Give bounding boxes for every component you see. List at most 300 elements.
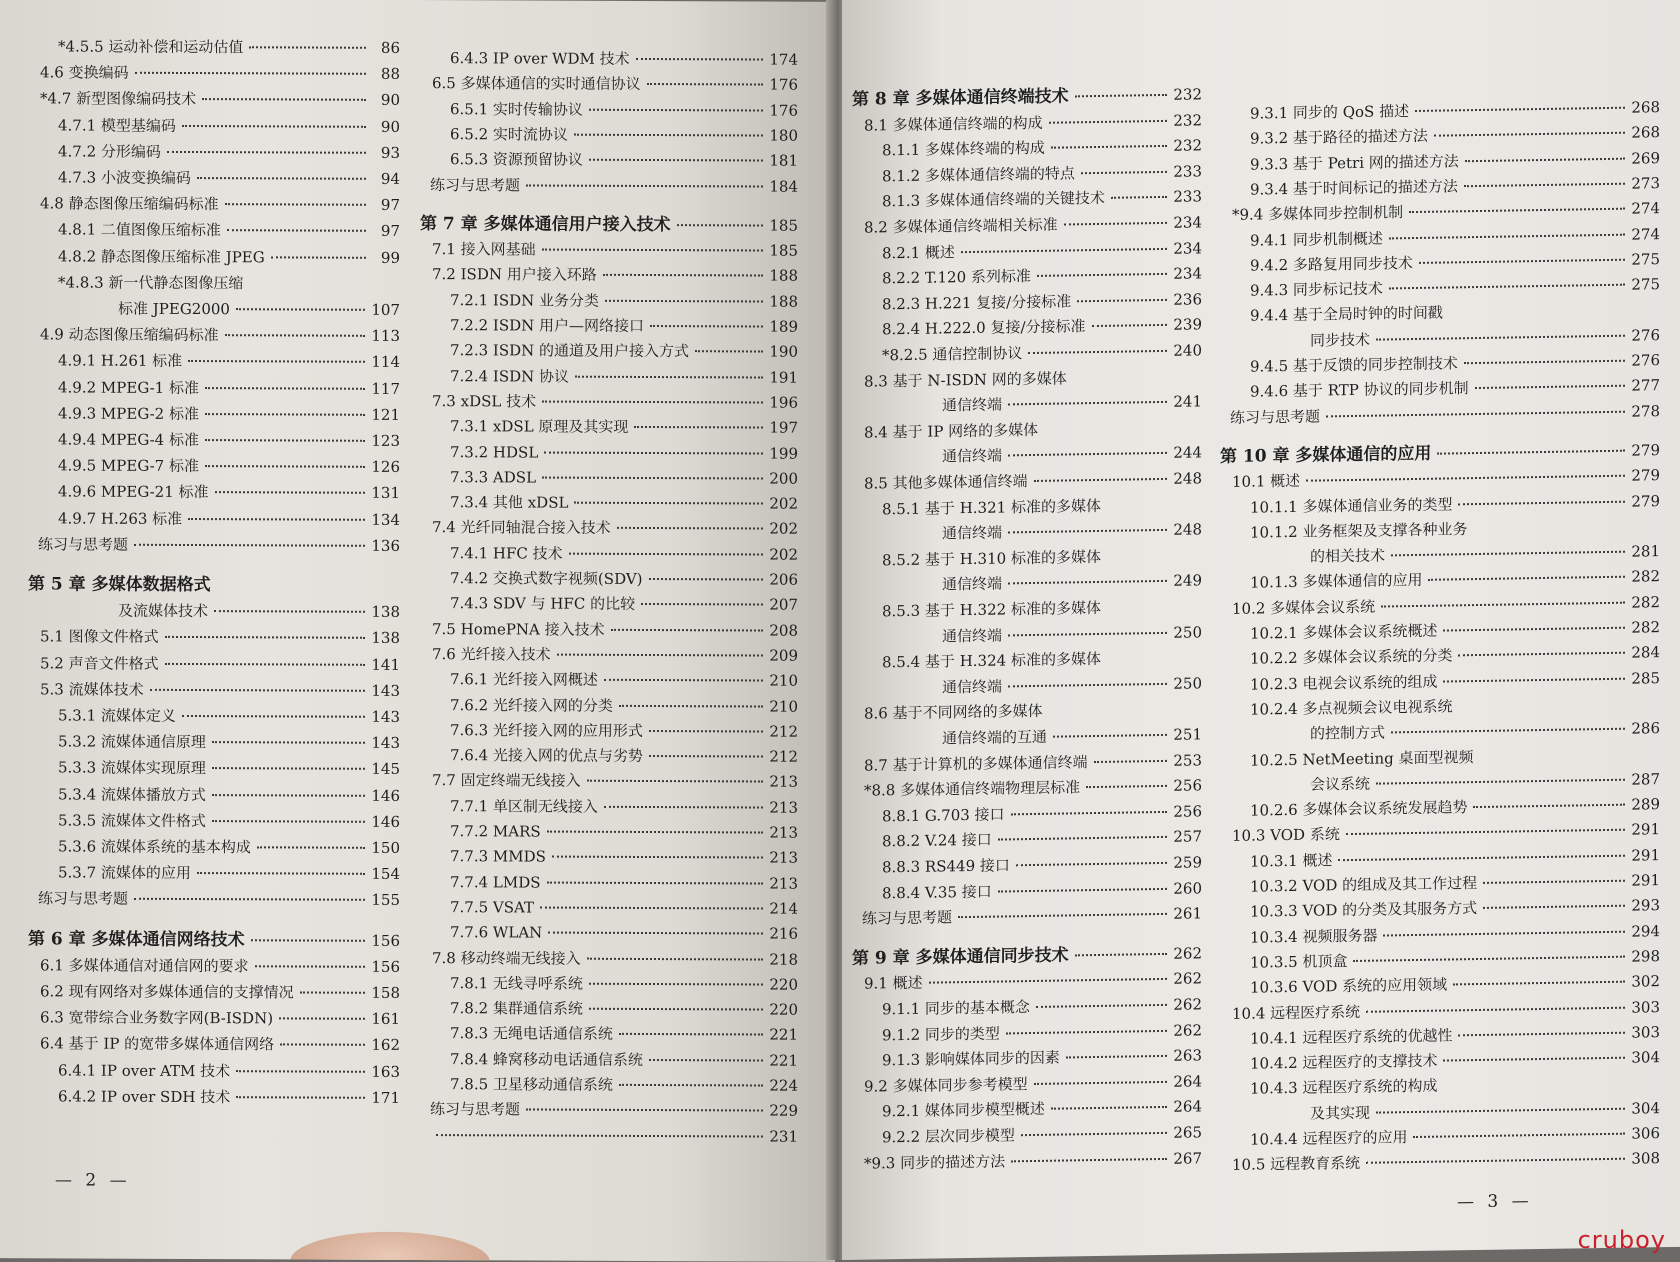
toc-entry-title: 9.4.3 同步标记技术 (1250, 279, 1383, 300)
toc-entry-title: *8.2.5 通信控制协议 (882, 344, 1023, 365)
dot-leader (1021, 1132, 1167, 1136)
dot-leader (649, 755, 763, 757)
toc-entry-title: 7.6.3 光纤接入网的应用形式 (450, 720, 643, 740)
toc-page-number: 213 (769, 823, 798, 842)
toc-entry-title: 7.5 HomePNA 接入技术 (432, 619, 605, 639)
toc-entry-title: 10.3.5 机顶盒 (1250, 951, 1348, 972)
toc-entry-title: 8.1 多媒体通信终端的构成 (864, 113, 1043, 135)
toc-page-number: 279 (1631, 466, 1660, 485)
toc-entry-title: 10.5 远程教育系统 (1232, 1154, 1361, 1175)
toc-entry (882, 648, 1202, 673)
toc-entry-title: 7.6.4 光接入网的优点与劣势 (450, 746, 643, 766)
toc-entry-title: 6.3 宽带综合业务数字网(B-ISDN) (40, 1008, 274, 1028)
toc-entry-title: 6.4.1 IP over ATM 技术 (58, 1061, 231, 1080)
toc-entry (1250, 845, 1660, 871)
toc-entry-title: 10.3 VOD 系统 (1232, 825, 1340, 846)
toc-page-number: 191 (769, 368, 798, 387)
dot-leader (1434, 132, 1625, 137)
toc-entry (40, 1034, 400, 1056)
dot-leader (279, 1018, 365, 1020)
toc-page-number: 99 (380, 248, 400, 267)
toc-entry-title: *9.3 同步的描述方法 (864, 1152, 1006, 1173)
toc-entry-title: 练习与思考题 (38, 535, 129, 554)
toc-entry-title: 标准 JPEG2000 (118, 299, 230, 319)
toc-entry (864, 1071, 1202, 1096)
dot-leader (619, 1033, 763, 1036)
toc-chapter-entry (852, 84, 1202, 109)
toc-page-number: 286 (1631, 719, 1660, 738)
dot-leader (1034, 478, 1168, 482)
toc-entry (58, 403, 400, 424)
toc-entry-title: 7.7.3 MMDS (450, 847, 546, 866)
toc-entry (864, 699, 1202, 724)
toc-page-number: 174 (769, 50, 798, 69)
toc-page-number: 279 (1631, 491, 1660, 511)
toc-entry-title: 通信终端 (942, 523, 1003, 543)
dot-leader (958, 913, 1167, 918)
toc-page-number: 220 (769, 1000, 798, 1019)
toc-entry-title: 4.9.7 H.263 标准 (58, 509, 183, 528)
toc-entry-title: 7.3 xDSL 技术 (432, 391, 537, 411)
toc-page-number: 208 (769, 621, 798, 640)
dot-leader (542, 400, 763, 403)
toc-entry (58, 1086, 400, 1107)
toc-entry (58, 351, 400, 372)
dot-leader (167, 151, 366, 154)
toc-entry-title: 9.4.2 多路复用同步技术 (1250, 253, 1413, 275)
toc-page-number: 251 (1173, 725, 1202, 744)
dot-leader (605, 300, 763, 303)
toc-entry-title: 同步技术 (1310, 330, 1371, 350)
toc-entry-title: 4.9.1 H.261 标准 (58, 351, 183, 371)
toc-page-number: 213 (769, 772, 798, 792)
toc-entry-title: 通信终端 (942, 677, 1003, 697)
toc-entry (1250, 870, 1660, 896)
toc-entry-title: 8.3 基于 N-ISDN 网的多媒体 (864, 369, 1067, 391)
toc-page-number: 185 (769, 216, 798, 235)
toc-page-number: 176 (769, 101, 798, 120)
toc-entry-title: 7.3.2 HDSL (450, 442, 539, 462)
toc-entry (430, 175, 798, 197)
toc-entry (450, 48, 798, 70)
toc-page-number: 277 (1631, 376, 1660, 395)
toc-page-number: 233 (1173, 162, 1202, 181)
dot-leader (998, 887, 1168, 892)
toc-entry-title: 9.4.6 基于 RTP 协议的同步机制 (1250, 379, 1469, 401)
toc-entry-title: 4.9.2 MPEG-1 标准 (58, 378, 199, 397)
toc-entry-title: 7.2 ISDN 用户接入环路 (432, 265, 597, 285)
toc-entry-title: *8.8 多媒体通信终端物理层标准 (864, 778, 1081, 800)
dot-leader (1475, 385, 1626, 389)
toc-entry-title: 5.3.1 流媒体定义 (58, 706, 176, 725)
toc-page-number: 279 (1631, 441, 1660, 460)
dot-leader (1081, 171, 1167, 174)
dot-leader (557, 653, 764, 656)
dot-leader (1353, 956, 1625, 962)
toc-entry-title: 10.3.4 视频服务器 (1250, 926, 1378, 947)
toc-page-number: 250 (1173, 622, 1202, 642)
dot-leader (1458, 1031, 1625, 1036)
dot-leader (280, 1044, 365, 1046)
toc-entry-title: 10.2.5 NetMeeting 桌面型视频 (1250, 747, 1474, 770)
toc-entry (942, 392, 1202, 416)
toc-entry-title: 8.8.2 V.24 接口 (882, 831, 992, 851)
toc-entry (1250, 567, 1660, 593)
toc-entry (942, 520, 1202, 544)
toc-entry (864, 1148, 1202, 1173)
dot-leader (1443, 627, 1625, 632)
dot-leader (1464, 183, 1625, 188)
toc-entry-title: 10.1.2 业务框架及支撑各种业务 (1250, 519, 1468, 542)
toc-page-number: 155 (371, 891, 400, 910)
toc-entry (882, 801, 1202, 826)
toc-page-number: 253 (1173, 750, 1202, 770)
toc-page-number: 264 (1173, 1097, 1202, 1117)
toc-entry (882, 545, 1202, 570)
toc-page-number: 268 (1631, 98, 1660, 117)
toc-entry (40, 653, 400, 675)
toc-entry (450, 543, 798, 565)
toc-page-number: 181 (769, 151, 798, 170)
toc-entry-title: 10.2.6 多媒体会议系统发展趋势 (1250, 798, 1468, 820)
toc-entry (58, 220, 400, 241)
toc-entry-title: 7.1 接入网基础 (432, 240, 536, 259)
dot-leader (236, 1096, 365, 1099)
dot-leader (205, 387, 365, 390)
dot-leader (1092, 324, 1168, 327)
dot-leader (251, 939, 366, 942)
dot-leader (544, 451, 763, 454)
dot-leader (188, 518, 365, 521)
dot-leader (548, 932, 763, 935)
toc-entry-title: 练习与思考题 (1230, 407, 1321, 427)
toc-page-number: 145 (371, 760, 400, 779)
toc-entry-title: 的控制方式 (1310, 723, 1386, 743)
dot-leader (540, 906, 763, 909)
toc-entry (58, 36, 400, 57)
toc-page-number: 259 (1173, 853, 1202, 872)
dot-leader (1437, 450, 1625, 455)
dot-leader (587, 780, 764, 783)
toc-entry (450, 695, 798, 717)
toc-page-number: 97 (380, 222, 400, 241)
toc-page-number: 86 (380, 38, 400, 57)
dot-leader (1376, 334, 1625, 340)
toc-entry (1250, 921, 1660, 947)
toc-page-number: 184 (769, 177, 798, 196)
toc-entry (1232, 198, 1660, 225)
toc-entry-title: 9.2 多媒体同步参考模型 (864, 1074, 1028, 1096)
toc-entry (1250, 1073, 1660, 1099)
toc-entry-title: 8.5 其他多媒体通信终端 (864, 472, 1028, 493)
toc-page-number: 146 (371, 812, 400, 831)
toc-entry (450, 467, 798, 489)
toc-page-number: 257 (1173, 827, 1202, 847)
toc-entry-title: 7.7.2 MARS (450, 822, 541, 841)
toc-entry (1250, 491, 1660, 517)
toc-chapter-entry (1220, 440, 1660, 467)
dot-leader (1111, 196, 1167, 199)
toc-page-number: 256 (1173, 802, 1202, 821)
dot-leader (542, 249, 764, 252)
dot-leader (1075, 94, 1168, 97)
toc-entry-title: 9.4.4 基于全局时钟的时间戳 (1250, 303, 1443, 325)
dot-leader (1383, 930, 1625, 936)
toc-entry (58, 482, 400, 503)
toc-page-number: 282 (1631, 618, 1660, 637)
toc-entry (864, 468, 1202, 493)
toc-page-number: 304 (1631, 1098, 1660, 1118)
dot-leader (587, 957, 764, 960)
dot-leader (634, 426, 763, 429)
toc-entry (450, 846, 798, 868)
toc-entry-title: 7.4.1 HFC 技术 (450, 543, 563, 563)
page-number: — 3 — (1457, 1191, 1533, 1213)
dot-leader (604, 679, 763, 682)
toc-entry-title: 4.9.4 MPEG-4 标准 (58, 430, 199, 450)
toc-entry (882, 289, 1202, 314)
toc-entry-title: 的相关技术 (1310, 546, 1386, 566)
dot-leader (205, 439, 365, 442)
dot-leader (1075, 953, 1168, 956)
dot-leader (929, 978, 1168, 984)
toc-entry-title: 及流媒体技术 (118, 601, 209, 621)
toc-entry-title: 5.3 流媒体技术 (40, 680, 144, 699)
dot-leader (649, 1059, 763, 1061)
toc-entry-title: 7.3.4 其他 xDSL (450, 493, 569, 512)
toc-entry (1250, 1022, 1660, 1048)
toc-entry (882, 1020, 1202, 1045)
toc-page-number: 282 (1631, 592, 1660, 612)
toc-entry-title: 8.2 多媒体通信终端相关标准 (864, 215, 1058, 237)
dot-leader (1008, 529, 1167, 534)
toc-page-number: 97 (380, 196, 400, 215)
toc-chapter-entry (420, 214, 798, 236)
toc-page-number: 180 (769, 126, 798, 145)
toc-chapter-entry (28, 574, 400, 596)
toc-page-number: 88 (380, 65, 400, 84)
toc-entry (432, 948, 798, 970)
toc-page-number: 291 (1631, 871, 1660, 890)
toc-entry-title: 8.1.3 多媒体通信终端的关键技术 (882, 189, 1105, 211)
toc-page-number: 248 (1173, 469, 1202, 488)
toc-page-number: 212 (769, 722, 798, 741)
toc-entry-title: 7.8.4 蜂窝移动电话通信系统 (450, 1049, 643, 1069)
toc-entry (450, 872, 798, 894)
toc-entry-title: 9.2.2 层次同步模型 (882, 1126, 1015, 1147)
toc-page-number: 176 (769, 75, 798, 94)
dot-leader (1366, 1158, 1625, 1164)
dot-leader (212, 794, 365, 797)
toc-page-number: 143 (371, 707, 400, 726)
toc-page-number: 190 (769, 342, 798, 361)
toc-entry-title: 6.5.3 资源预留协议 (450, 150, 583, 169)
dot-leader (589, 1008, 763, 1011)
dot-leader (1465, 157, 1626, 162)
toc-entry (40, 63, 400, 85)
toc-page-number: 117 (371, 379, 400, 398)
toc-entry-title: 5.3.3 流媒体实现原理 (58, 758, 206, 778)
toc-entry-title: 9.4.5 基于反馈的同步控制技术 (1250, 354, 1458, 376)
dot-leader (1066, 1055, 1167, 1059)
toc-entry (40, 325, 400, 347)
toc-page-number: 234 (1173, 238, 1202, 258)
toc-page-number: 136 (371, 536, 400, 555)
dot-leader (436, 1134, 763, 1137)
watermark: cruboy (1577, 1226, 1666, 1254)
toc-entry-title: 7.3.1 xDSL 原理及其实现 (450, 417, 629, 437)
dot-leader (650, 325, 763, 327)
toc-page-number: 302 (1631, 972, 1660, 991)
toc-page-number: 218 (769, 950, 798, 969)
dot-leader (150, 689, 366, 692)
toc-column-2 (420, 0, 798, 1146)
dot-leader (1443, 1057, 1625, 1062)
toc-page-number: 281 (1631, 542, 1660, 561)
toc-entry-title: 通信终端 (942, 395, 1003, 415)
toc-entry-title: 8.5.3 基于 H.322 标准的多媒体 (882, 598, 1101, 621)
dot-leader (961, 247, 1167, 252)
dot-leader (212, 820, 365, 823)
toc-page-number: 156 (371, 957, 400, 976)
toc-entry-title: 4.9 动态图像压缩编码标准 (40, 325, 219, 345)
dot-leader (1413, 1133, 1625, 1138)
toc-page-number: 260 (1173, 878, 1202, 898)
toc-entry (450, 669, 798, 691)
toc-page-number: 188 (769, 266, 798, 286)
toc-entry-title: *9.4 多媒体同步控制机制 (1232, 203, 1404, 225)
toc-entry (1250, 642, 1660, 668)
toc-page-number: 207 (769, 595, 798, 614)
toc-page-number: 231 (769, 1127, 798, 1146)
toc-entry (882, 315, 1202, 340)
toc-page-number: 294 (1631, 921, 1660, 941)
toc-page-number: 308 (1631, 1149, 1660, 1168)
left-page (0, 0, 835, 1262)
toc-entry (882, 1097, 1202, 1122)
toc-entry (58, 784, 400, 805)
toc-entry (432, 517, 798, 539)
dot-leader (547, 881, 764, 884)
toc-entry-title: 8.6 基于不同网络的多媒体 (864, 702, 1043, 724)
toc-entry-title: 8.5.2 基于 H.310 标准的多媒体 (882, 547, 1101, 570)
toc-chapter-entry (852, 943, 1202, 968)
toc-page-number: 224 (769, 1076, 798, 1095)
toc-entry (58, 141, 400, 162)
toc-page-number: 197 (769, 418, 798, 437)
toc-entry (942, 622, 1202, 646)
toc-entry-title: 10.2.2 多媒体会议系统的分类 (1250, 646, 1453, 668)
toc-entry-title: 5.3.4 流媒体播放方式 (58, 785, 206, 804)
dot-leader (604, 806, 763, 809)
toc-page-number: 298 (1631, 947, 1660, 966)
toc-page-number: 123 (371, 431, 400, 450)
toc-entry-title: 8.2.4 H.222.0 复接/分接标准 (882, 317, 1086, 339)
toc-entry (450, 340, 798, 362)
toc-entry (450, 593, 798, 615)
toc-entry-title: 4.9.6 MPEG-21 标准 (58, 482, 209, 502)
toc-entry-title: 4.8.2 静态图像压缩标准 JPEG (58, 247, 265, 266)
toc-entry (450, 568, 798, 590)
toc-entry-title: 7.6 光纤接入技术 (432, 644, 551, 664)
dot-leader (1376, 1107, 1625, 1113)
dot-leader (1483, 880, 1625, 884)
toc-entry-title: 7.3.3 ADSL (450, 467, 537, 487)
toc-entry-title: 8.2.2 T.120 系列标准 (882, 267, 1031, 288)
toc-entry-title: 6.5.2 实时流协议 (450, 125, 568, 144)
toc-page-number: 126 (371, 457, 400, 477)
toc-entry (1250, 895, 1660, 921)
toc-entry (450, 315, 798, 337)
toc-page-number: 107 (371, 300, 400, 319)
dot-leader (552, 856, 763, 859)
toc-entry-title: 7.2.1 ISDN 业务分类 (450, 290, 600, 310)
toc-entry-title: 6.2 现有网络对多媒体通信的支撑情况 (40, 982, 294, 1002)
dot-leader (695, 351, 763, 353)
dot-leader (1006, 1029, 1167, 1034)
toc-entry (58, 863, 400, 884)
toc-entry (430, 1099, 798, 1121)
dot-leader (1086, 785, 1167, 788)
toc-page-number: 239 (1173, 315, 1202, 335)
toc-entry-title: 10.4 远程医疗系统 (1232, 1002, 1361, 1023)
dot-leader (1037, 273, 1167, 277)
dot-leader (1011, 811, 1168, 815)
dot-leader (1428, 576, 1625, 581)
toc-entry-title: 7.4 光纤同轴混合接入技术 (432, 518, 611, 538)
toc-page-number: 241 (1173, 392, 1202, 411)
toc-entry-title: 练习与思考题 (430, 175, 521, 194)
toc-entry (1250, 946, 1660, 972)
toc-entry (40, 1008, 400, 1030)
toc-page-number: 146 (371, 786, 400, 805)
toc-page-number: 210 (769, 671, 798, 690)
toc-entry (1250, 744, 1660, 770)
toc-entry-title: 4.7.3 小波变换编码 (58, 168, 191, 188)
toc-page-number: 263 (1173, 1046, 1202, 1065)
dot-leader (1016, 862, 1167, 866)
toc-entry (432, 644, 798, 666)
toc-entry (882, 161, 1202, 186)
toc-page-number: 188 (769, 292, 798, 311)
toc-entry-title: 4.8 静态图像压缩编码标准 (40, 194, 219, 214)
toc-entry-title: 8.5.1 基于 H.321 标准的多媒体 (882, 496, 1101, 518)
toc-entry (118, 299, 400, 320)
toc-entry-title: 练习与思考题 (862, 908, 953, 928)
toc-entry-title: 6.4 基于 IP 的宽带多媒体通信网络 (40, 1034, 275, 1054)
toc-entry-title: 6.4.2 IP over SDH 技术 (58, 1087, 231, 1106)
dot-leader (257, 846, 365, 848)
toc-entry (1250, 668, 1660, 694)
dot-leader (1443, 677, 1625, 682)
toc-entry (882, 238, 1202, 263)
dot-leader (1326, 410, 1625, 417)
right-page (842, 0, 1680, 1260)
toc-page-number: 276 (1631, 351, 1660, 370)
toc-page-number: 233 (1173, 187, 1202, 207)
toc-page-number: 262 (1173, 969, 1202, 989)
dot-leader (134, 544, 365, 547)
toc-entry-title: 7.4.2 交换式数字视频(SDV) (450, 569, 643, 588)
toc-page-number: 141 (371, 655, 400, 674)
dot-leader (212, 767, 365, 770)
toc-page-number: 114 (371, 353, 400, 372)
toc-entry (40, 89, 400, 111)
toc-entry (40, 627, 400, 649)
dot-leader (165, 636, 366, 639)
dot-leader (526, 1109, 763, 1112)
dot-leader (197, 177, 366, 180)
